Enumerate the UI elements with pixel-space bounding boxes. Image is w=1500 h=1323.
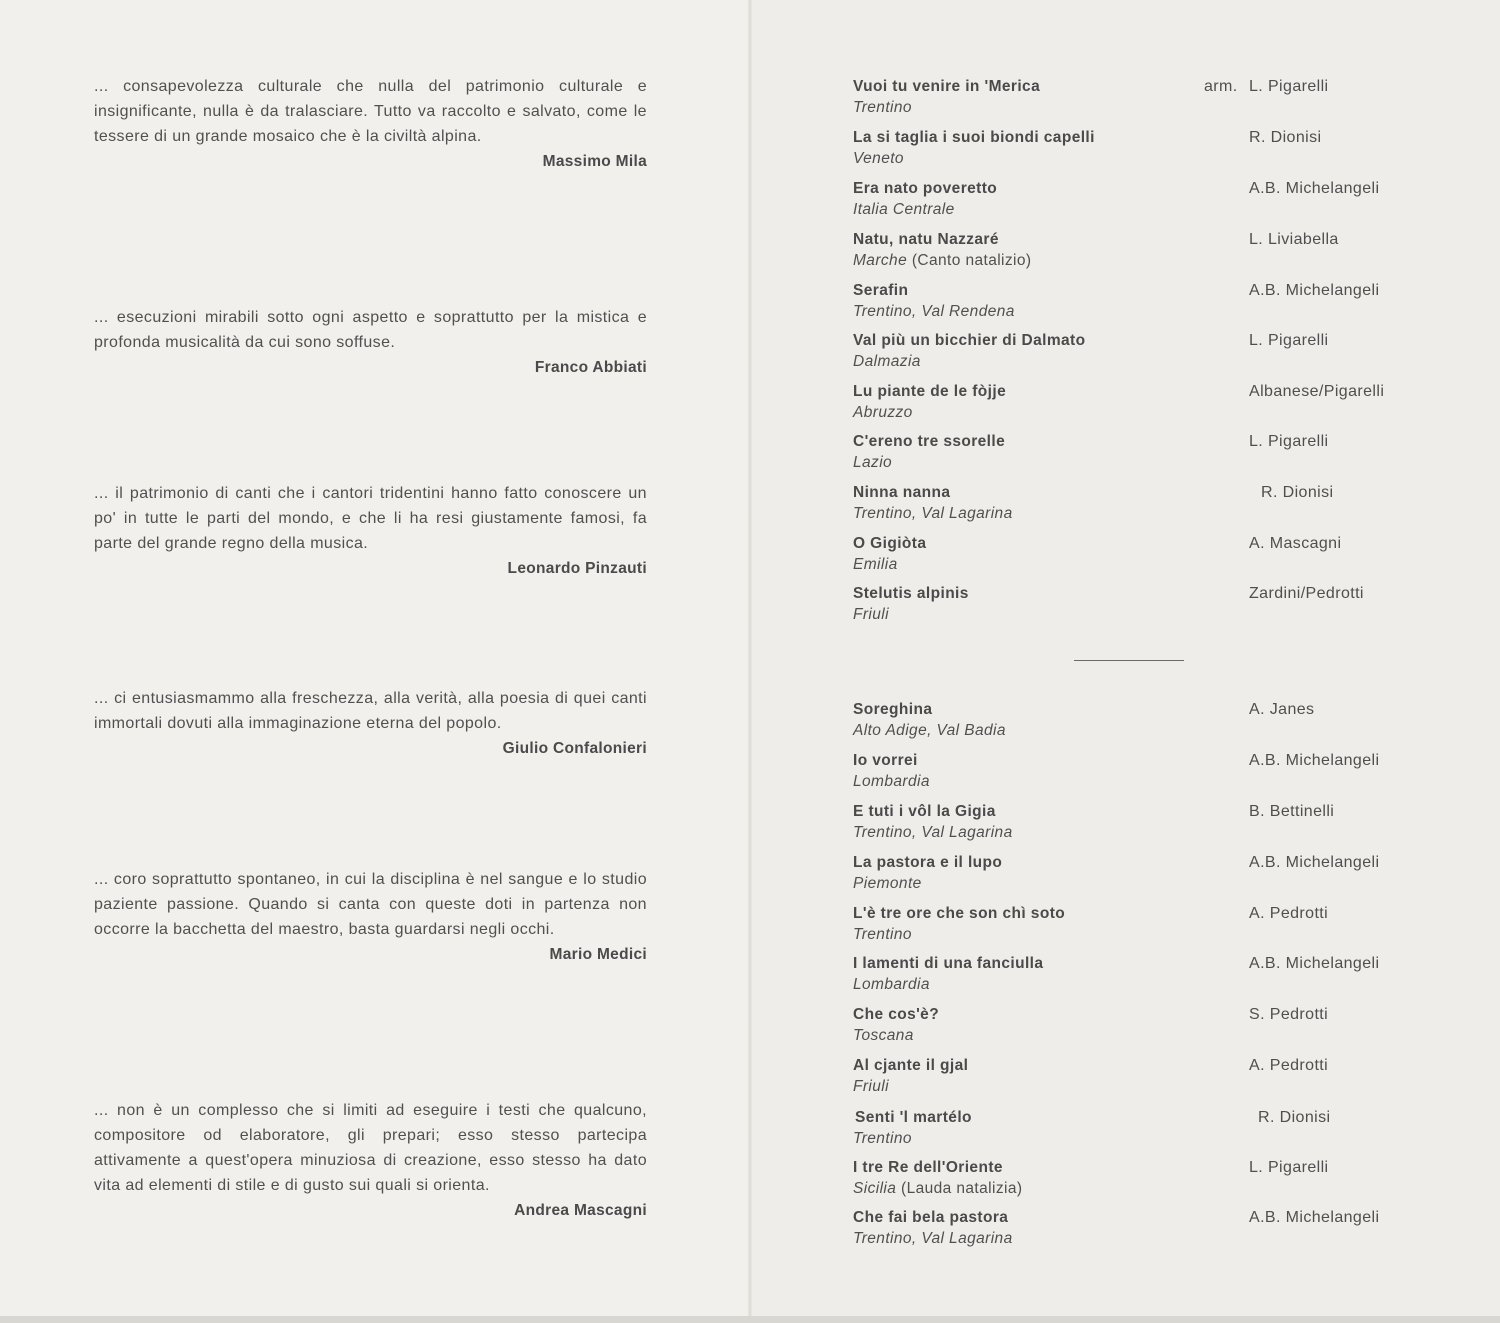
quote-text: ... ci entusiasmammo alla freschezza, alla verità, alla poesia di quei canti immortali dovuti alla immaginazione eterna del popolo. [94,690,647,732]
song-title: E tuti i vôl la Gigia [853,803,996,820]
song-origin [853,353,921,371]
quote-author: Leonardo Pinzauti [507,560,647,577]
program-item [853,955,1413,999]
program-item [853,585,1413,629]
song-title: Era nato poveretto [853,180,998,197]
song-arranger: R. Dionisi [1261,484,1334,501]
song-title: Val più un bicchier di Dalmato [853,332,1086,349]
page-fold [748,0,752,1323]
song-arranger: L. Pigarelli [1249,78,1329,95]
song-region: Trentino [853,99,912,116]
song-arranger: A. Pedrotti [1249,905,1329,922]
song-title: Lu piante de le fòjje [853,383,1007,400]
song-arranger: A.B. Michelangeli [1249,752,1380,769]
song-title: C'ereno tre ssorelle [853,433,1006,450]
quote-author: Franco Abbiati [534,359,647,376]
song-origin [853,556,898,574]
program-item [853,332,1413,376]
program-item [853,701,1413,745]
song-region: Lazio [853,454,893,471]
quote-block [94,305,647,377]
song-origin [853,976,930,994]
program-item [853,383,1413,427]
song-note: (Lauda natalizia) [901,1180,1023,1197]
song-title: Stelutis alpinis [853,585,969,602]
quote-author: Andrea Mascagni [514,1202,647,1219]
program-item [853,1209,1413,1253]
song-region: Trentino, Val Lagarina [853,1230,1013,1247]
program-item [853,129,1413,173]
bottom-edge [0,1316,1500,1323]
song-region: Italia Centrale [853,201,955,218]
song-region: Trentino [853,926,912,943]
song-title: Che cos'è? [853,1006,940,1023]
song-origin [853,252,1031,270]
quote-block [94,74,647,171]
song-region: Lombardia [853,976,930,993]
song-arranger: A.B. Michelangeli [1249,180,1380,197]
program-separator [1074,660,1184,661]
song-origin [853,1180,1022,1198]
song-origin [853,454,892,472]
song-arranger: A.B. Michelangeli [1249,282,1380,299]
song-region: Emilia [853,556,898,573]
song-arranger: A.B. Michelangeli [1249,854,1380,871]
song-region: Dalmazia [853,353,921,370]
song-origin [853,505,1013,523]
song-title: Che fai bela pastora [853,1209,1009,1226]
song-region: Friuli [853,606,889,623]
song-title: Io vorrei [853,752,918,769]
song-arranger: R. Dionisi [1258,1109,1331,1126]
song-title: Al cjante il gjal [853,1057,969,1074]
quote-block [94,481,647,578]
song-title: Natu, natu Nazzaré [853,231,999,248]
song-origin [853,606,889,624]
quote-block [94,686,647,758]
program-item [853,1057,1413,1101]
song-origin [853,1130,912,1148]
song-title: La si taglia i suoi biondi capelli [853,129,1095,146]
song-arranger: L. Pigarelli [1249,332,1329,349]
program-item [853,854,1413,898]
song-region: Toscana [853,1027,914,1044]
song-arranger: A. Janes [1249,701,1315,718]
song-arranger: L. Pigarelli [1249,433,1329,450]
song-origin [853,926,912,944]
song-arranger: Albanese/Pigarelli [1249,383,1385,400]
program-item [853,535,1413,579]
song-origin [853,1230,1013,1248]
song-region: Abruzzo [853,404,913,421]
song-title: Ninna nanna [853,484,951,501]
song-origin [853,303,1015,321]
song-region: Friuli [853,1078,889,1095]
song-arranger: S. Pedrotti [1249,1006,1329,1023]
quote-text: ... il patrimonio di canti che i cantori tridentini hanno fatto conoscere un po' in tutte le parti del mondo, e che li ha resi giustamente famosi, fa parte del grande regno della musica. [94,485,647,552]
song-arranger: A. Mascagni [1249,535,1342,552]
quote-block [94,1098,647,1220]
quote-text: ... consapevolezza culturale che nulla del patrimonio culturale e insignificante, nulla è da tralasciare. Tutto va raccolto e salvato, come le tessere di un grande mosaico che è la civiltà alpina. [94,78,647,145]
song-arranger: B. Bettinelli [1249,803,1335,820]
song-region: Marche [853,252,908,269]
program-item [853,1109,1413,1153]
song-origin [853,824,1013,842]
song-arranger: Zardini/Pedrotti [1249,585,1364,602]
song-origin [853,1027,914,1045]
song-title: I lamenti di una fanciulla [853,955,1044,972]
program-item [853,1006,1413,1050]
song-region: Trentino, Val Lagarina [853,824,1013,841]
song-origin [853,404,913,422]
song-note: (Canto natalizio) [911,252,1032,269]
song-title: I tre Re dell'Oriente [853,1159,1003,1176]
program-item [853,484,1413,528]
song-region: Trentino, Val Lagarina [853,505,1013,522]
quote-text: ... coro soprattutto spontaneo, in cui la disciplina è nel sangue e lo studio paziente passione. Quando si canta con queste doti in partenza non occorre la bacchetta del maestro, basta guardarsi negli occhi. [94,871,647,938]
song-region: Veneto [853,150,904,167]
arrangement-prefix: arm. [1204,78,1238,95]
song-region: Lombardia [853,773,930,790]
song-region: Piemonte [853,875,922,892]
program-item [853,231,1413,275]
song-title: O Gigiòta [853,535,927,552]
song-region: Trentino, Val Rendena [853,303,1015,320]
song-region: Alto Adige, Val Badia [853,722,1006,739]
program-item [853,78,1413,122]
song-origin [853,150,904,168]
song-origin [853,99,912,117]
song-origin [853,875,922,893]
quote-text: ... esecuzioni mirabili sotto ogni aspetto e soprattutto per la mistica e profonda musicalità da cui sono soffuse. [94,309,647,351]
quote-block [94,867,647,964]
song-arranger: A. Pedrotti [1249,1057,1329,1074]
quote-author: Giulio Confalonieri [502,740,647,757]
quote-text: ... non è un complesso che si limiti ad eseguire i testi che qualcuno, compositore od elaboratore, gli prepari; esso stesso partecipa attivamente a quest'opera minuziosa di creazione, esso stesso ha dato vita ad elementi di stile e di gusto sui quali si orienta. [94,1102,647,1194]
song-origin [853,201,955,219]
song-origin [853,1078,889,1096]
song-arranger: R. Dionisi [1249,129,1322,146]
program-item [853,905,1413,949]
song-title: L'è tre ore che son chì soto [853,905,1066,922]
program-item [853,803,1413,847]
program-item [853,752,1413,796]
program-item [853,282,1413,326]
song-arranger: A.B. Michelangeli [1249,955,1380,972]
song-region: Trentino [853,1130,912,1147]
song-arranger: L. Pigarelli [1249,1159,1329,1176]
song-title: Serafin [853,282,909,299]
song-arranger: A.B. Michelangeli [1249,1209,1380,1226]
song-origin [853,722,1006,740]
song-region: Sicilia [853,1180,897,1197]
program-item [853,433,1413,477]
song-title: Soreghina [853,701,933,718]
program-item [853,180,1413,224]
song-arranger: L. Liviabella [1249,231,1339,248]
program-item [853,1159,1413,1203]
song-title: Senti 'l martélo [855,1109,972,1126]
quote-author: Mario Medici [549,946,647,963]
song-title: Vuoi tu venire in 'Merica [853,78,1041,95]
song-origin [853,773,930,791]
quote-author: Massimo Mila [542,153,647,170]
song-title: La pastora e il lupo [853,854,1003,871]
